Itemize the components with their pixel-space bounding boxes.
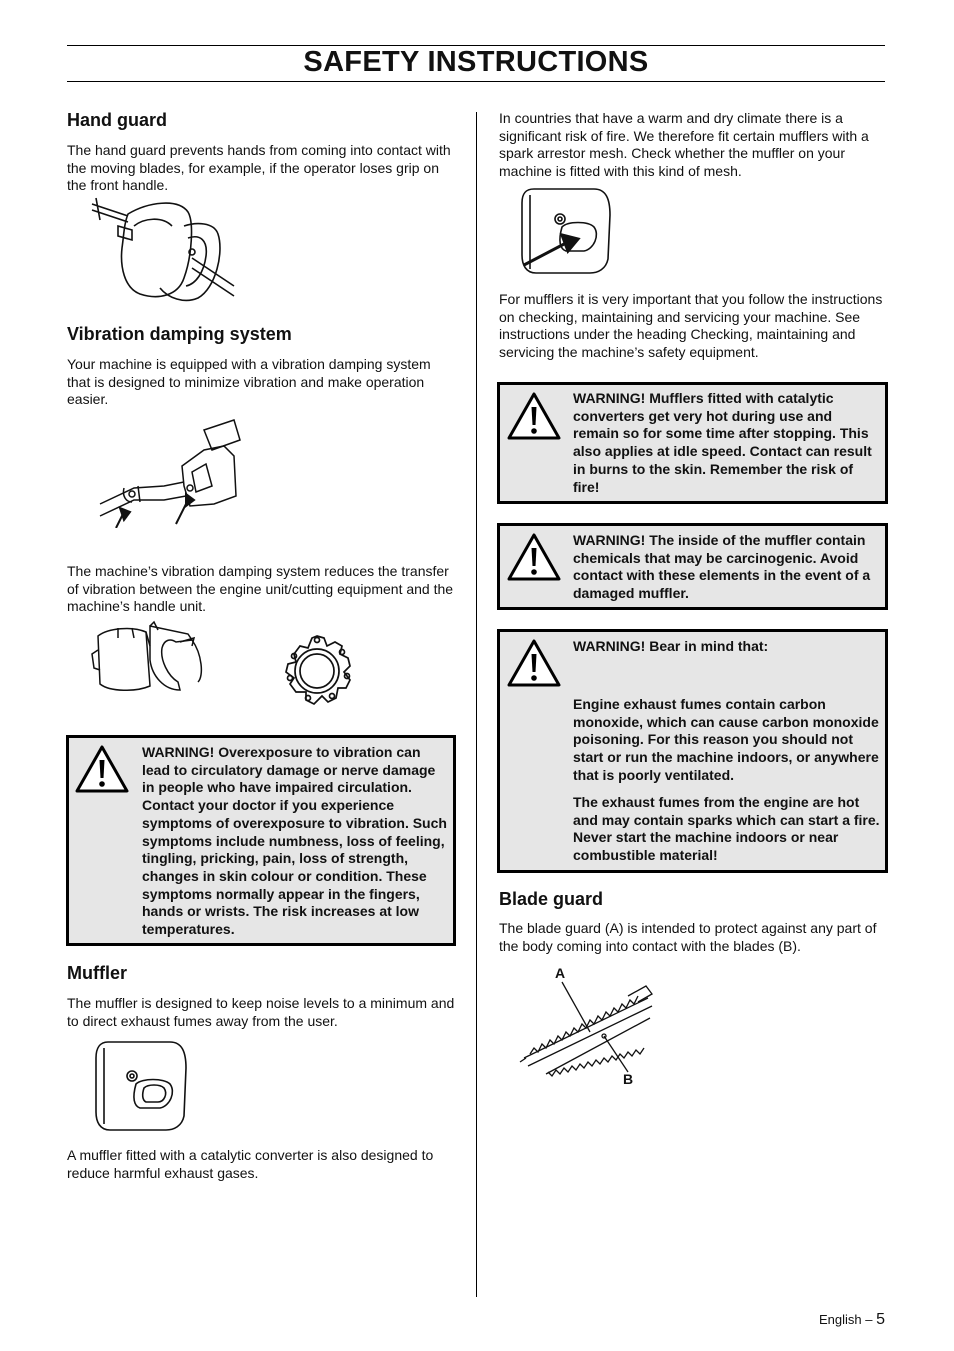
- warning-triangle-icon: [506, 532, 562, 582]
- exhaust-warning-box: [497, 629, 888, 873]
- vibration-text-1: Your machine is equipped with a vibration damping system that is designed to minimize vibration and make operation easier.: [67, 356, 431, 407]
- hand-guard-illustration: [88, 196, 238, 306]
- muffler-spark-arrestor-illustration: [518, 185, 612, 275]
- warning-triangle-icon: [74, 744, 130, 794]
- warning-triangle-icon: [506, 638, 562, 688]
- damper-element-illustration: [88, 620, 218, 700]
- catalytic-warning-box: [497, 382, 888, 504]
- hand-guard-heading: Hand guard: [67, 110, 168, 130]
- hedge-blade-illustration: [518, 962, 658, 1092]
- page-title: SAFETY INSTRUCTIONS: [303, 46, 649, 78]
- label-b: B: [623, 1071, 634, 1087]
- blade-guard-figure: [518, 962, 658, 1092]
- exhaust-warning-paragraph-1: Engine exhaust fumes contain carbon monoxide, which can cause carbon monoxide poisoning. For this reason you should not start or run the machine indoors, or anywhere that is poorly ventilated.: [573, 696, 879, 783]
- blade-guard-text: The blade guard (A) is intended to protect against any part of the body coming into contact with the blades (B).: [499, 920, 877, 954]
- muffler-text-2: A muffler fitted with a catalytic converter is also designed to reduce harmful exhaust gases.: [67, 1147, 434, 1181]
- vibration-text-2: The machine’s vibration damping system reduces the transfer of vibration between the engine unit/cutting equipment and the machine’s handle unit.: [67, 563, 454, 614]
- fire-risk-text: In countries that have a warm and dry climate there is a significant risk of fire. We therefore fit certain mufflers with a spark arrestor mesh. Check whether the muffler on your machine is fitted with this kind of mesh.: [499, 110, 869, 179]
- vibration-warning-box: [66, 735, 456, 946]
- footer-language: English: [818, 1312, 862, 1327]
- hand-guard-text: The hand guard prevents hands from coming into contact with the moving blades, for example, if the operator loses grip on the front handle.: [67, 142, 451, 193]
- warning-triangle-icon: [506, 391, 562, 441]
- exhaust-warning-heading: WARNING! Bear in mind that:: [573, 638, 769, 654]
- page-footer: [819, 1311, 885, 1329]
- footer-dash: –: [865, 1312, 873, 1327]
- page-number: 5: [876, 1311, 885, 1328]
- column-divider: [476, 112, 477, 1297]
- vibration-heading: Vibration damping system: [67, 324, 292, 344]
- exhaust-warning-paragraph-2: The exhaust fumes from the engine are hot and may contain sparks which can start a fire. Never start the machine indoors or near combustible material!: [573, 794, 880, 864]
- rubber-damper-ring-illustration: [272, 626, 362, 716]
- carcinogenic-warning-box: [497, 523, 888, 610]
- header-bottom-rule: [67, 81, 885, 82]
- vibration-damping-illustration: [94, 416, 244, 528]
- muffler-text-1: The muffler is designed to keep noise levels to a minimum and to direct exhaust fumes away from the user.: [67, 995, 455, 1029]
- muffler-heading: Muffler: [67, 963, 127, 983]
- label-a: A: [555, 965, 566, 981]
- muffler-illustration: [90, 1038, 188, 1132]
- maintenance-text: For mufflers it is very important that you follow the instructions on checking, maintaining and servicing your machine. See instructions under the heading Checking, maintaining and servicing the machine’s safety equipment.: [499, 291, 883, 360]
- blade-guard-heading: Blade guard: [499, 889, 604, 909]
- catalytic-warning-text: WARNING! Mufflers fitted with catalytic converters get very hot during use and remain so for some time after stopping. This also applies at idle speed. Contact can result in burns to the skin. Remember the risk of fire!: [573, 390, 872, 495]
- carcinogenic-warning-text: WARNING! The inside of the muffler contain chemicals that may be carcinogenic. Avoid contact with these elements in the event of a damaged muffler.: [573, 532, 871, 602]
- vibration-warning-text: WARNING! Overexposure to vibration can lead to circulatory damage or nerve damage in people who have impaired circulation. Contact your doctor if you experience symptoms of overexposure to vibration. Such symptoms include numbness, loss of feeling, tingling, pricking, pain, loss of strength, changes in skin colour or condition. These symptoms normally appear in the fingers, hands or wrists. The risk increases at low temperatures.: [142, 744, 447, 938]
